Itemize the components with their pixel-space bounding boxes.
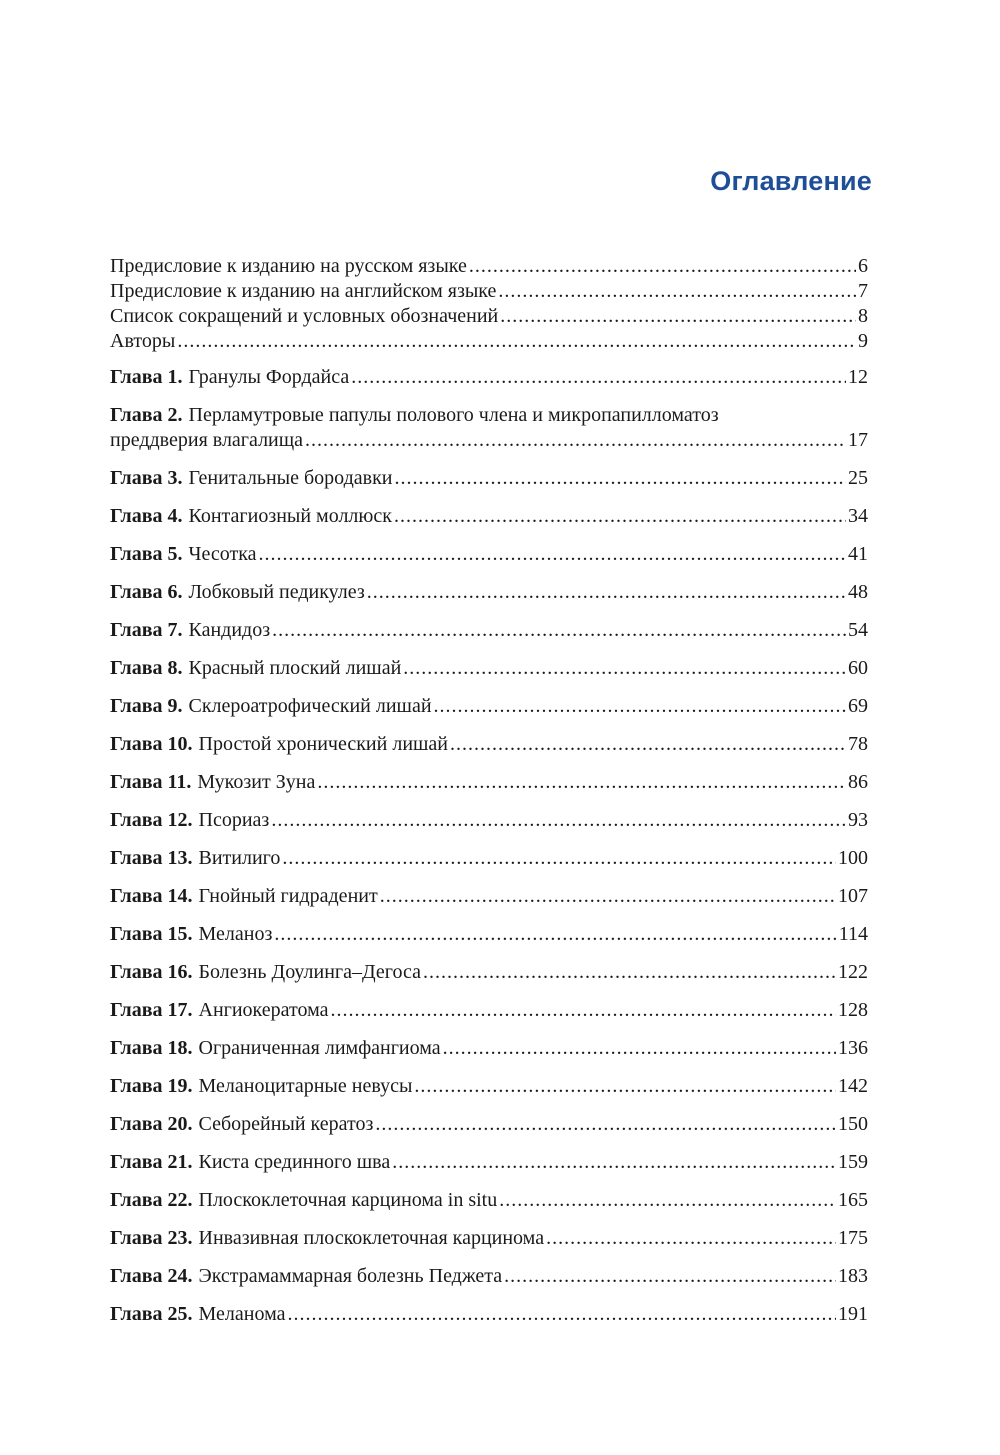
chapter-entry[interactable] <box>110 846 868 871</box>
entry-page: 8 <box>858 305 868 327</box>
chapter-title: Простой хронический лишай <box>198 733 449 755</box>
chapter-label: Глава 11. <box>110 771 192 793</box>
chapter-title: Кандидоз <box>188 619 271 641</box>
chapter-title: Гранулы Фордайса <box>188 366 350 388</box>
dot-leader <box>469 254 856 279</box>
chapter-title: Киста срединного шва <box>198 1151 391 1173</box>
entry-title: Авторы <box>110 330 176 352</box>
dot-leader <box>375 1112 836 1137</box>
chapter-page: 17 <box>848 429 868 451</box>
entry-title: Список сокращений и условных обозначений <box>110 305 499 327</box>
chapter-title: Плоскоклеточная карцинома in situ <box>198 1189 498 1211</box>
chapter-entry[interactable] <box>110 1150 868 1175</box>
chapter-page: 183 <box>838 1265 868 1287</box>
dot-leader <box>259 542 846 567</box>
chapter-page: 86 <box>848 771 868 793</box>
chapter-title: Лобковый педикулез <box>188 581 365 603</box>
chapter-title: Меланоз <box>198 923 273 945</box>
chapter-label: Глава 6. <box>110 581 183 603</box>
chapter-entry[interactable] <box>110 656 868 681</box>
chapter-title: Экстрамаммарная болезнь Педжета <box>198 1265 503 1287</box>
chapter-entry[interactable] <box>110 580 868 605</box>
chapter-page: 128 <box>838 999 868 1021</box>
chapter-entry[interactable] <box>110 808 868 833</box>
chapter-label: Глава 8. <box>110 657 183 679</box>
chapter-entry[interactable] <box>110 732 868 757</box>
chapter-entry[interactable] <box>110 365 868 390</box>
chapter-label: Глава 20. <box>110 1113 193 1135</box>
chapter-page: 34 <box>848 505 868 527</box>
entry-title: Предисловие к изданию на английском языке <box>110 280 497 302</box>
dot-leader <box>305 428 846 453</box>
dot-leader <box>272 618 846 643</box>
dot-leader <box>434 694 846 719</box>
entry-page: 6 <box>858 255 868 277</box>
chapter-entry[interactable] <box>110 403 868 453</box>
chapter-page: 191 <box>838 1303 868 1325</box>
chapter-label: Глава 2. <box>110 404 183 426</box>
chapter-entry[interactable] <box>110 1036 868 1061</box>
chapter-title: Меланоцитарные невусы <box>198 1075 413 1097</box>
chapter-page: 54 <box>848 619 868 641</box>
chapter-label: Глава 9. <box>110 695 183 717</box>
chapter-title: Себорейный кератоз <box>198 1113 374 1135</box>
dot-leader <box>414 1074 836 1099</box>
chapter-title: Витилиго <box>198 847 281 869</box>
chapter-list <box>110 365 868 1327</box>
chapter-label: Глава 12. <box>110 809 193 831</box>
chapter-label: Глава 18. <box>110 1037 193 1059</box>
dot-leader <box>500 304 856 329</box>
chapter-label: Глава 17. <box>110 999 193 1021</box>
dot-leader <box>504 1264 836 1289</box>
chapter-page: 93 <box>848 809 868 831</box>
chapter-title: Инвазивная плоскоклеточная карцинома <box>198 1227 545 1249</box>
chapter-title: Ангиокератома <box>198 999 329 1021</box>
chapter-entry[interactable] <box>110 1112 868 1137</box>
chapter-title: преддверия влагалища <box>110 429 304 451</box>
chapter-label: Глава 22. <box>110 1189 193 1211</box>
chapter-entry[interactable] <box>110 618 868 643</box>
toc-entry[interactable] <box>110 279 868 304</box>
chapter-title: Гнойный гидраденит <box>198 885 378 907</box>
dot-leader <box>177 329 856 354</box>
table-of-contents <box>110 254 868 1340</box>
chapter-page: 175 <box>838 1227 868 1249</box>
dot-leader <box>395 466 847 491</box>
chapter-label: Глава 7. <box>110 619 183 641</box>
chapter-page: 41 <box>848 543 868 565</box>
dot-leader <box>317 770 846 795</box>
chapter-label: Глава 4. <box>110 505 183 527</box>
dot-leader <box>423 960 836 985</box>
chapter-entry[interactable] <box>110 504 868 529</box>
chapter-page: 114 <box>838 923 868 945</box>
chapter-entry[interactable] <box>110 694 868 719</box>
chapter-label: Глава 19. <box>110 1075 193 1097</box>
chapter-page: 165 <box>838 1189 868 1211</box>
chapter-title: Ограниченная лимфангиома <box>198 1037 441 1059</box>
chapter-entry[interactable] <box>110 770 868 795</box>
chapter-label: Глава 24. <box>110 1265 193 1287</box>
dot-leader <box>380 884 836 909</box>
chapter-label: Глава 5. <box>110 543 183 565</box>
dot-leader <box>450 732 846 757</box>
chapter-label: Глава 10. <box>110 733 193 755</box>
chapter-page: 107 <box>838 885 868 907</box>
chapter-page: 159 <box>838 1151 868 1173</box>
chapter-page: 48 <box>848 581 868 603</box>
chapter-entry[interactable] <box>110 1302 868 1327</box>
chapter-label: Глава 21. <box>110 1151 193 1173</box>
chapter-entry[interactable] <box>110 960 868 985</box>
chapter-label: Глава 15. <box>110 923 193 945</box>
chapter-title: Склероатрофический лишай <box>188 695 432 717</box>
chapter-page: 60 <box>848 657 868 679</box>
chapter-entry[interactable] <box>110 466 868 491</box>
chapter-label: Глава 3. <box>110 467 183 489</box>
dot-leader <box>274 922 836 947</box>
chapter-title: Мукозит Зуна <box>197 771 316 793</box>
toc-entry[interactable] <box>110 304 868 329</box>
dot-leader <box>394 504 846 529</box>
chapter-title: Генитальные бородавки <box>188 467 393 489</box>
dot-leader <box>282 846 836 871</box>
chapter-page: 142 <box>838 1075 868 1097</box>
chapter-label: Глава 16. <box>110 961 193 983</box>
chapter-entry[interactable] <box>110 542 868 567</box>
dot-leader <box>287 1302 836 1327</box>
chapter-label: Глава 14. <box>110 885 193 907</box>
chapter-entry[interactable] <box>110 922 868 947</box>
dot-leader <box>403 656 846 681</box>
chapter-entry[interactable] <box>110 1264 868 1289</box>
chapter-entry[interactable] <box>110 1226 868 1251</box>
toc-entry[interactable] <box>110 254 868 279</box>
front-matter-list <box>110 254 868 354</box>
chapter-page: 100 <box>838 847 868 869</box>
dot-leader <box>271 808 846 833</box>
chapter-entry[interactable] <box>110 998 868 1023</box>
chapter-page: 25 <box>848 467 868 489</box>
chapter-label: Глава 13. <box>110 847 193 869</box>
chapter-page: 69 <box>848 695 868 717</box>
chapter-entry[interactable] <box>110 1074 868 1099</box>
chapter-entry[interactable] <box>110 1188 868 1213</box>
dot-leader <box>331 998 837 1023</box>
dot-leader <box>351 365 846 390</box>
chapter-entry[interactable] <box>110 884 868 909</box>
chapter-label: Глава 25. <box>110 1303 193 1325</box>
chapter-title: Меланома <box>198 1303 286 1325</box>
chapter-page: 78 <box>848 733 868 755</box>
entry-page: 9 <box>858 330 868 352</box>
dot-leader <box>367 580 846 605</box>
chapter-title: Чесотка <box>188 543 257 565</box>
dot-leader <box>443 1036 836 1061</box>
chapter-title: Контагиозный моллюск <box>188 505 392 527</box>
chapter-label: Глава 23. <box>110 1227 193 1249</box>
dot-leader <box>499 1188 836 1213</box>
chapter-page: 12 <box>848 366 868 388</box>
entry-title: Предисловие к изданию на русском языке <box>110 255 467 277</box>
dot-leader <box>546 1226 836 1251</box>
dot-leader <box>392 1150 836 1175</box>
chapter-title: Болезнь Доулинга–Дегоса <box>198 961 421 983</box>
chapter-page: 136 <box>838 1037 868 1059</box>
entry-page: 7 <box>858 280 868 302</box>
chapter-title-line1: Перламутровые папулы полового члена и микропапилломатоз <box>188 404 719 426</box>
toc-entry[interactable] <box>110 329 868 354</box>
chapter-page: 122 <box>838 961 868 983</box>
page-title: Оглавление <box>710 166 872 196</box>
dot-leader <box>498 279 856 304</box>
chapter-title: Псориаз <box>198 809 270 831</box>
chapter-label: Глава 1. <box>110 366 183 388</box>
chapter-title: Красный плоский лишай <box>188 657 402 679</box>
chapter-page: 150 <box>838 1113 868 1135</box>
